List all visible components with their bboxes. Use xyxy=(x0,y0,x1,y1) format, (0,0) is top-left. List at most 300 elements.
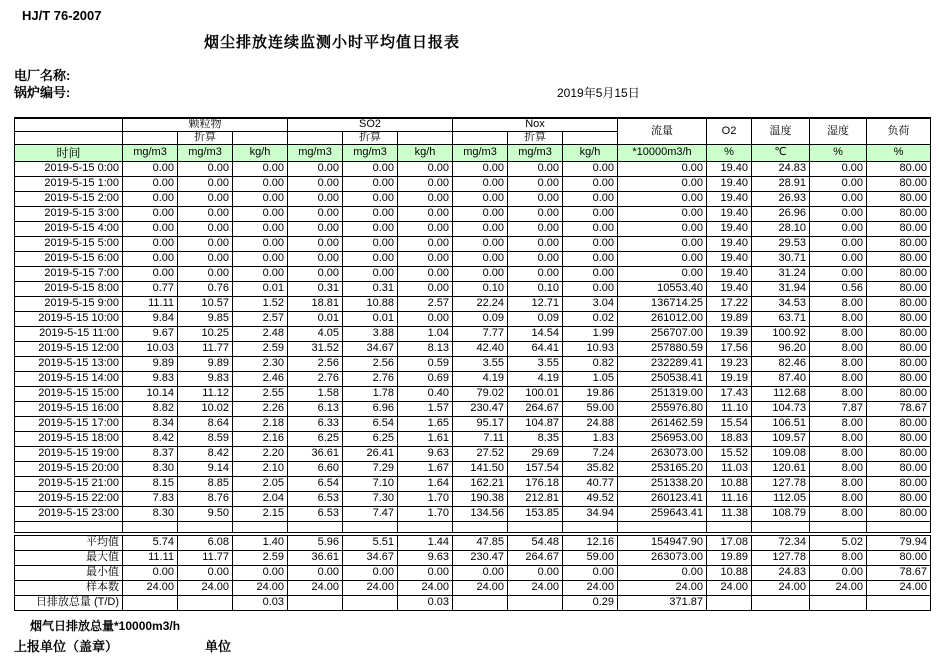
time-cell: 2019-5-15 6:00 xyxy=(15,251,123,266)
table-row xyxy=(15,311,931,326)
value-cell: 162.21 xyxy=(453,476,508,491)
value-cell: 95.17 xyxy=(453,416,508,431)
value-cell: 8.00 xyxy=(810,311,867,326)
value-cell: 9.83 xyxy=(178,371,233,386)
value-cell: 9.85 xyxy=(178,311,233,326)
value-cell: 256953.00 xyxy=(618,431,707,446)
value-cell: 6.13 xyxy=(288,401,343,416)
value-cell: 19.19 xyxy=(707,371,752,386)
value-cell: 8.00 xyxy=(810,506,867,521)
value-cell: 80.00 xyxy=(867,476,931,491)
table-row xyxy=(15,491,931,506)
table-row xyxy=(15,416,931,431)
value-cell: 19.39 xyxy=(707,326,752,341)
value-cell: 0.76 xyxy=(178,281,233,296)
value-cell: 253165.20 xyxy=(618,461,707,476)
time-cell: 2019-5-15 22:00 xyxy=(15,491,123,506)
summary-label: 最小值 xyxy=(15,565,123,580)
time-cell: 2019-5-15 7:00 xyxy=(15,266,123,281)
value-cell: 0.00 xyxy=(398,251,453,266)
blank-cell xyxy=(508,521,563,532)
value-cell: 8.64 xyxy=(178,416,233,431)
summary-value: 24.00 xyxy=(453,580,508,595)
time-cell: 2019-5-15 13:00 xyxy=(15,356,123,371)
summary-value: 0.00 xyxy=(618,565,707,580)
plant-name-label: 电厂名称: xyxy=(14,68,71,83)
value-cell: 108.79 xyxy=(752,506,810,521)
value-cell: 261462.59 xyxy=(618,416,707,431)
value-cell: 109.08 xyxy=(752,446,810,461)
summary-value xyxy=(707,595,752,610)
value-cell: 0.00 xyxy=(288,251,343,266)
value-cell: 8.76 xyxy=(178,491,233,506)
value-cell: 6.60 xyxy=(288,461,343,476)
summary-value: 0.00 xyxy=(233,565,288,580)
value-cell: 10.25 xyxy=(178,326,233,341)
value-cell: 11.16 xyxy=(707,491,752,506)
value-cell: 0.00 xyxy=(618,161,707,176)
summary-value xyxy=(867,595,931,610)
value-cell: 8.37 xyxy=(123,446,178,461)
table-row xyxy=(15,431,931,446)
value-cell: 1.52 xyxy=(233,296,288,311)
table-row xyxy=(15,506,931,521)
summary-value: 19.89 xyxy=(707,550,752,565)
value-cell: 0.00 xyxy=(288,161,343,176)
summary-value: 0.00 xyxy=(453,565,508,580)
value-cell: 0.00 xyxy=(453,176,508,191)
value-cell: 31.24 xyxy=(752,266,810,281)
unit-cell: mg/m3 xyxy=(343,144,398,161)
value-cell: 11.10 xyxy=(707,401,752,416)
summary-value: 1.40 xyxy=(233,535,288,550)
value-cell: 0.00 xyxy=(398,266,453,281)
summary-value: 263073.00 xyxy=(618,550,707,565)
summary-value: 8.00 xyxy=(810,550,867,565)
value-cell: 109.57 xyxy=(752,431,810,446)
value-cell: 0.00 xyxy=(563,251,618,266)
summary-value: 24.00 xyxy=(707,580,752,595)
value-cell: 190.38 xyxy=(453,491,508,506)
summary-value: 154947.90 xyxy=(618,535,707,550)
summary-value: 264.67 xyxy=(508,550,563,565)
value-cell: 0.00 xyxy=(618,266,707,281)
value-cell: 0.00 xyxy=(810,236,867,251)
value-cell: 10553.40 xyxy=(618,281,707,296)
summary-value: 5.02 xyxy=(810,535,867,550)
value-cell: 0.00 xyxy=(618,206,707,221)
summary-row xyxy=(15,550,931,565)
summary-value xyxy=(810,595,867,610)
value-cell: 8.00 xyxy=(810,476,867,491)
value-cell: 0.00 xyxy=(123,176,178,191)
table-row xyxy=(15,371,931,386)
value-cell: 1.70 xyxy=(398,506,453,521)
summary-value: 24.00 xyxy=(123,580,178,595)
value-cell: 4.05 xyxy=(288,326,343,341)
value-cell: 0.59 xyxy=(398,356,453,371)
value-cell: 3.55 xyxy=(508,356,563,371)
time-cell: 2019-5-15 18:00 xyxy=(15,431,123,446)
value-cell: 8.00 xyxy=(810,386,867,401)
summary-value xyxy=(123,595,178,610)
value-cell: 0.00 xyxy=(453,266,508,281)
value-cell: 29.53 xyxy=(752,236,810,251)
value-cell: 0.00 xyxy=(508,206,563,221)
time-cell: 2019-5-15 11:00 xyxy=(15,326,123,341)
summary-value: 1.44 xyxy=(398,535,453,550)
summary-value: 127.78 xyxy=(752,550,810,565)
value-cell: 1.64 xyxy=(398,476,453,491)
empty-subheader xyxy=(233,131,288,144)
unit-cell: % xyxy=(810,144,867,161)
table-body xyxy=(15,161,931,610)
summary-value: 11.77 xyxy=(178,550,233,565)
summary-value: 2.59 xyxy=(233,550,288,565)
summary-value: 0.00 xyxy=(343,565,398,580)
value-cell: 0.00 xyxy=(563,236,618,251)
blank-cell xyxy=(867,521,931,532)
value-cell: 0.00 xyxy=(343,206,398,221)
value-cell: 9.89 xyxy=(123,356,178,371)
value-cell: 10.57 xyxy=(178,296,233,311)
value-cell: 0.00 xyxy=(508,236,563,251)
time-cell: 2019-5-15 15:00 xyxy=(15,386,123,401)
blank-cell xyxy=(15,521,123,532)
value-cell: 0.09 xyxy=(508,311,563,326)
value-cell: 157.54 xyxy=(508,461,563,476)
time-cell: 2019-5-15 5:00 xyxy=(15,236,123,251)
value-cell: 3.88 xyxy=(343,326,398,341)
value-cell: 14.54 xyxy=(508,326,563,341)
summary-value xyxy=(752,595,810,610)
time-cell: 2019-5-15 9:00 xyxy=(15,296,123,311)
blank-cell xyxy=(288,521,343,532)
summary-row xyxy=(15,535,931,550)
value-cell: 80.00 xyxy=(867,191,931,206)
column-header: 湿度 xyxy=(810,118,867,144)
summary-value: 78.67 xyxy=(867,565,931,580)
time-cell: 2019-5-15 12:00 xyxy=(15,341,123,356)
table-row xyxy=(15,326,931,341)
table-row xyxy=(15,206,931,221)
value-cell: 257880.59 xyxy=(618,341,707,356)
value-cell: 0.00 xyxy=(618,251,707,266)
summary-value: 36.61 xyxy=(288,550,343,565)
value-cell: 8.30 xyxy=(123,506,178,521)
summary-value: 0.00 xyxy=(123,565,178,580)
summary-value: 24.00 xyxy=(618,580,707,595)
summary-value: 5.74 xyxy=(123,535,178,550)
value-cell: 80.00 xyxy=(867,311,931,326)
value-cell: 264.67 xyxy=(508,401,563,416)
value-cell: 0.00 xyxy=(563,176,618,191)
value-cell: 1.57 xyxy=(398,401,453,416)
unit-cell: mg/m3 xyxy=(288,144,343,161)
empty-subheader xyxy=(398,131,453,144)
value-cell: 11.77 xyxy=(178,341,233,356)
summary-value: 54.48 xyxy=(508,535,563,550)
summary-value: 0.00 xyxy=(810,565,867,580)
value-cell: 153.85 xyxy=(508,506,563,521)
summary-value xyxy=(288,595,343,610)
time-cell: 2019-5-15 4:00 xyxy=(15,221,123,236)
value-cell: 0.10 xyxy=(453,281,508,296)
value-cell: 0.01 xyxy=(288,311,343,326)
value-cell: 80.00 xyxy=(867,416,931,431)
converted-subheader: 折算 xyxy=(178,131,233,144)
value-cell: 127.78 xyxy=(752,476,810,491)
summary-row xyxy=(15,565,931,580)
value-cell: 0.00 xyxy=(123,236,178,251)
value-cell: 0.00 xyxy=(398,191,453,206)
value-cell: 80.00 xyxy=(867,491,931,506)
value-cell: 2.05 xyxy=(233,476,288,491)
empty-subheader xyxy=(453,131,508,144)
summary-label: 最大值 xyxy=(15,550,123,565)
summary-value: 79.94 xyxy=(867,535,931,550)
value-cell: 80.00 xyxy=(867,461,931,476)
value-cell: 134.56 xyxy=(453,506,508,521)
value-cell: 0.01 xyxy=(343,311,398,326)
value-cell: 79.02 xyxy=(453,386,508,401)
blank-cell xyxy=(343,521,398,532)
table-row xyxy=(15,281,931,296)
value-cell: 34.53 xyxy=(752,296,810,311)
value-cell: 0.00 xyxy=(453,206,508,221)
summary-value: 72.34 xyxy=(752,535,810,550)
standard-code: HJ/T 76-2007 xyxy=(22,8,102,23)
value-cell: 9.14 xyxy=(178,461,233,476)
value-cell: 19.89 xyxy=(707,311,752,326)
value-cell: 7.30 xyxy=(343,491,398,506)
summary-value xyxy=(453,595,508,610)
value-cell: 0.00 xyxy=(508,221,563,236)
value-cell: 232289.41 xyxy=(618,356,707,371)
value-cell: 3.04 xyxy=(563,296,618,311)
summary-value: 6.08 xyxy=(178,535,233,550)
summary-value: 80.00 xyxy=(867,550,931,565)
blank-cell xyxy=(810,521,867,532)
value-cell: 0.00 xyxy=(563,281,618,296)
value-cell: 106.51 xyxy=(752,416,810,431)
value-cell: 80.00 xyxy=(867,356,931,371)
value-cell: 8.35 xyxy=(508,431,563,446)
value-cell: 0.09 xyxy=(453,311,508,326)
emission-table xyxy=(14,117,931,611)
value-cell: 0.82 xyxy=(563,356,618,371)
value-cell: 0.00 xyxy=(288,191,343,206)
converted-subheader: 折算 xyxy=(508,131,563,144)
blank-cell xyxy=(707,521,752,532)
table-row xyxy=(15,191,931,206)
value-cell: 0.00 xyxy=(123,251,178,266)
time-cell: 2019-5-15 8:00 xyxy=(15,281,123,296)
time-cell: 2019-5-15 10:00 xyxy=(15,311,123,326)
value-cell: 7.47 xyxy=(343,506,398,521)
summary-value xyxy=(343,595,398,610)
summary-value: 24.83 xyxy=(752,565,810,580)
value-cell: 0.00 xyxy=(398,236,453,251)
value-cell: 0.00 xyxy=(810,221,867,236)
value-cell: 1.58 xyxy=(288,386,343,401)
value-cell: 19.40 xyxy=(707,281,752,296)
value-cell: 0.00 xyxy=(233,236,288,251)
value-cell: 12.71 xyxy=(508,296,563,311)
table-row xyxy=(15,161,931,176)
value-cell: 261012.00 xyxy=(618,311,707,326)
value-cell: 49.52 xyxy=(563,491,618,506)
unit-cell: *10000m3/h xyxy=(618,144,707,161)
value-cell: 80.00 xyxy=(867,221,931,236)
value-cell: 0.00 xyxy=(233,191,288,206)
value-cell: 0.00 xyxy=(288,221,343,236)
summary-value: 230.47 xyxy=(453,550,508,565)
value-cell: 17.22 xyxy=(707,296,752,311)
summary-value: 47.85 xyxy=(453,535,508,550)
value-cell: 80.00 xyxy=(867,281,931,296)
summary-value: 11.11 xyxy=(123,550,178,565)
blank-cell xyxy=(752,521,810,532)
unit-cell: mg/m3 xyxy=(453,144,508,161)
value-cell: 64.41 xyxy=(508,341,563,356)
value-cell: 0.56 xyxy=(810,281,867,296)
empty-subheader xyxy=(563,131,618,144)
report-date: 2019年5月15日 xyxy=(557,86,640,100)
value-cell: 0.00 xyxy=(178,266,233,281)
value-cell: 80.00 xyxy=(867,176,931,191)
value-cell: 0.77 xyxy=(123,281,178,296)
value-cell: 2.56 xyxy=(343,356,398,371)
value-cell: 2.15 xyxy=(233,506,288,521)
value-cell: 0.00 xyxy=(233,176,288,191)
blank-cell xyxy=(453,521,508,532)
empty-subheader xyxy=(123,131,178,144)
value-cell: 15.52 xyxy=(707,446,752,461)
summary-value: 0.00 xyxy=(508,565,563,580)
value-cell: 0.00 xyxy=(810,191,867,206)
value-cell: 0.00 xyxy=(618,221,707,236)
value-cell: 9.63 xyxy=(398,446,453,461)
value-cell: 3.55 xyxy=(453,356,508,371)
value-cell: 100.01 xyxy=(508,386,563,401)
unit-cell: kg/h xyxy=(233,144,288,161)
value-cell: 250538.41 xyxy=(618,371,707,386)
value-cell: 8.34 xyxy=(123,416,178,431)
time-corner-cell xyxy=(15,131,123,144)
value-cell: 112.68 xyxy=(752,386,810,401)
summary-value: 24.00 xyxy=(178,580,233,595)
value-cell: 19.40 xyxy=(707,251,752,266)
value-cell: 0.00 xyxy=(288,236,343,251)
value-cell: 1.04 xyxy=(398,326,453,341)
value-cell: 18.81 xyxy=(288,296,343,311)
value-cell: 120.61 xyxy=(752,461,810,476)
value-cell: 0.00 xyxy=(178,251,233,266)
value-cell: 0.00 xyxy=(563,221,618,236)
value-cell: 10.88 xyxy=(343,296,398,311)
time-cell: 2019-5-15 20:00 xyxy=(15,461,123,476)
value-cell: 230.47 xyxy=(453,401,508,416)
summary-value: 12.16 xyxy=(563,535,618,550)
value-cell: 0.00 xyxy=(233,221,288,236)
value-cell: 10.03 xyxy=(123,341,178,356)
value-cell: 212.81 xyxy=(508,491,563,506)
value-cell: 30.71 xyxy=(752,251,810,266)
value-cell: 6.53 xyxy=(288,506,343,521)
value-cell: 0.00 xyxy=(398,161,453,176)
value-cell: 0.00 xyxy=(810,206,867,221)
value-cell: 0.00 xyxy=(343,251,398,266)
value-cell: 10.14 xyxy=(123,386,178,401)
summary-value: 0.00 xyxy=(178,565,233,580)
value-cell: 11.11 xyxy=(123,296,178,311)
summary-value: 5.96 xyxy=(288,535,343,550)
value-cell: 80.00 xyxy=(867,386,931,401)
table-row xyxy=(15,341,931,356)
value-cell: 260123.41 xyxy=(618,491,707,506)
table-row xyxy=(15,266,931,281)
value-cell: 28.91 xyxy=(752,176,810,191)
value-cell: 0.00 xyxy=(508,251,563,266)
value-cell: 0.00 xyxy=(343,266,398,281)
table-row xyxy=(15,236,931,251)
time-cell: 2019-5-15 14:00 xyxy=(15,371,123,386)
time-cell: 2019-5-15 1:00 xyxy=(15,176,123,191)
value-cell: 0.00 xyxy=(123,221,178,236)
value-cell: 2.55 xyxy=(233,386,288,401)
value-cell: 80.00 xyxy=(867,296,931,311)
value-cell: 0.00 xyxy=(810,176,867,191)
value-cell: 80.00 xyxy=(867,326,931,341)
value-cell: 0.00 xyxy=(123,266,178,281)
unit-cell: mg/m3 xyxy=(508,144,563,161)
time-header: 时间 xyxy=(15,144,123,161)
value-cell: 17.56 xyxy=(707,341,752,356)
value-cell: 26.93 xyxy=(752,191,810,206)
time-cell: 2019-5-15 0:00 xyxy=(15,161,123,176)
value-cell: 7.11 xyxy=(453,431,508,446)
value-cell: 104.73 xyxy=(752,401,810,416)
summary-value: 34.67 xyxy=(343,550,398,565)
value-cell: 2.57 xyxy=(398,296,453,311)
page-title: 烟尘排放连续监测小时平均值日报表 xyxy=(204,34,461,51)
value-cell: 1.61 xyxy=(398,431,453,446)
table-row xyxy=(15,356,931,371)
value-cell: 0.00 xyxy=(343,236,398,251)
value-cell: 80.00 xyxy=(867,506,931,521)
value-cell: 0.10 xyxy=(508,281,563,296)
summary-value: 24.00 xyxy=(563,580,618,595)
time-cell: 2019-5-15 16:00 xyxy=(15,401,123,416)
time-cell: 2019-5-15 2:00 xyxy=(15,191,123,206)
value-cell: 9.83 xyxy=(123,371,178,386)
table-row xyxy=(15,401,931,416)
value-cell: 136714.25 xyxy=(618,296,707,311)
time-cell: 2019-5-15 3:00 xyxy=(15,206,123,221)
value-cell: 7.77 xyxy=(453,326,508,341)
value-cell: 35.82 xyxy=(563,461,618,476)
value-cell: 176.18 xyxy=(508,476,563,491)
value-cell: 19.40 xyxy=(707,236,752,251)
value-cell: 0.00 xyxy=(233,206,288,221)
value-cell: 0.00 xyxy=(343,221,398,236)
value-cell: 8.00 xyxy=(810,371,867,386)
summary-value: 24.00 xyxy=(867,580,931,595)
value-cell: 0.01 xyxy=(233,281,288,296)
summary-row xyxy=(15,580,931,595)
value-cell: 31.94 xyxy=(752,281,810,296)
